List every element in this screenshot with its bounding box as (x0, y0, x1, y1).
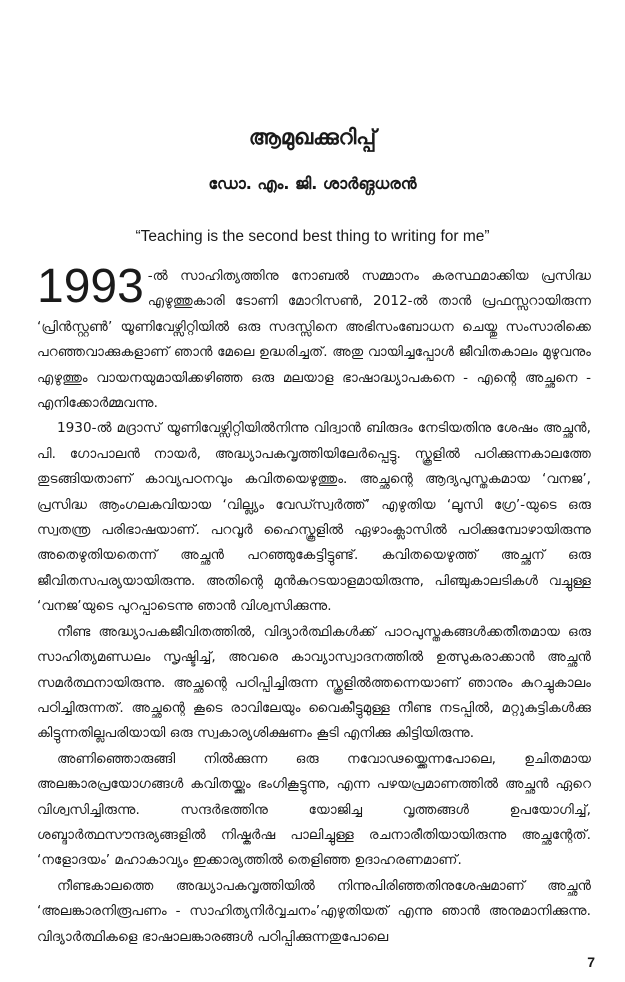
body-text (37, 260, 591, 950)
paragraph-3: നീണ്ട അദ്ധ്യാപകജീവിതത്തിൽ, വിദ്യാർത്ഥികൾക്ക് പാഠപുസ്തകങ്ങൾക്കതീതമായ ഒരു സാഹിത്യമണ്ഡലം സൃഷ്ടിച്ച്, അവരെ കാവ്യാസ്വാദനത്തിൽ ഉത്സുകരാക്കാൻ അച്ഛൻ സമർത്ഥനായിരുന്നു. അച്ഛന്റെ പഠിപ്പിച്ചിരുന്ന സ്കൂളിൽത്തന്നെയാണ് ഞാനും കുറച്ചുകാലം പഠിച്ചിരുന്നത്. അച്ഛന്റെ കൂടെ രാവിലേയും വൈകീട്ടുമുള്ള നീണ്ട നടപ്പിൽ, മറ്റുകുട്ടികൾക്കു കിട്ടുന്നതില്ലപരിയായി ഒരു സ്വകാര്യശിക്ഷണം കൂടി എനിക്കു കിട്ടിയിരുന്നു. (37, 623, 591, 742)
paragraph-4: അണിഞ്ഞൊരുങ്ങി നിൽക്കുന്ന ഒരു നവോഢയ്ക്കെന്നപോലെ, ഉചിതമായ അലങ്കാരപ്രയോഗങ്ങൾ കവിതയ്ക്കും ഭംഗികൂട്ടുന്നു, എന്ന പഴയപ്രമാണത്തിൽ അച്ഛൻ ഏറെ വിശ്വസിച്ചിരുന്നു. സന്ദർഭത്തിനു യോജിച്ച വൃത്തങ്ങൾ ഉപയോഗിച്ച്, ശബ്ദാർത്ഥസൗന്ദര്യങ്ങളിൽ നിഷ്കർഷ പാലിച്ചുള്ള രചനാരീതിയായിരുന്നു അച്ഛന്റേത്. ‘നളോദയം’ മഹാകാവ്യം ഇക്കാര്യത്തിൽ തെളിഞ്ഞ ഉദാഹരണമാണ്. (37, 750, 591, 869)
epigraph-quote: “Teaching is the second best thing to writing for me” (135, 228, 490, 245)
page-number: 7 (587, 954, 595, 970)
paragraph-5: നീണ്ടകാലത്തെ അദ്ധ്യാപകവൃത്തിയിൽ നിന്നുപിരിഞ്ഞതിനുശേഷമാണ് അച്ഛൻ ‘അലങ്കാരനിരൂപണം - സാഹിത്യനിർവ്വചനം’എഴുതിയത് എന്നു ഞാൻ അനുമാനിക്കുന്നു. വിദ്യാർത്ഥികളെ ഭാഷാലങ്കാരങ്ങൾ പഠിപ്പിക്കുന്നതുപോലെ (37, 877, 591, 945)
paragraph-1-text: -ൽ സാഹിത്യത്തിനു നോബൽ സമ്മാനം കരസ്ഥമാക്കിയ പ്രസിദ്ധ എഴുത്തുകാരി ടോണി മോറിസൺ, 2012-ൽ താൻ പ്രഫസ്സറായിരുന്ന ‘പ്രിൻസ്റ്റൺ’ യൂണിവേഴ്സിറ്റിയിൽ ഒരു സദസ്സിനെ അഭിസംബോധന ചെയ്തു സംസാരിക്കെ പറഞ്ഞവാക്കുകളാണ് ഞാൻ മേലെ ഉദ്ധരിച്ചത്. അതു വായിച്ചപ്പോൾ ജീവിതകാലം മുഴുവനും എഴുത്തും വായനയുമായിക്കഴിഞ്ഞ ഒരു മലയാള ഭാഷാദ്ധ്യാപകനെ - എന്റെ അച്ഛനെ - എനിക്കോർമ്മവന്നു. (37, 268, 591, 412)
paragraph-1 (37, 260, 591, 416)
drop-cap-year: 1993 (37, 260, 144, 313)
chapter-title: ആമുഖക്കുറിപ്പ് (248, 125, 377, 149)
paragraph-2: 1930-ൽ മദ്രാസ് യൂണിവേഴ്സിറ്റിയിൽനിന്നു വിദ്വാൻ ബിരുദം നേടിയതിനു ശേഷം അച്ഛൻ, പി. ഗോപാലൻ നായർ, അദ്ധ്യാപകവൃത്തിയിലേർപ്പെട്ടു. സ്കൂളിൽ പഠിക്കുന്നകാലത്തേ തുടങ്ങിയതാണ് കാവ്യപഠനവും കവിതയെഴുത്തും. അച്ഛന്റെ ആദ്യപുസ്തകമായ ‘വനജ’, പ്രസിദ്ധ ആംഗലകവിയായ ‘വില്ല്യം വേഡ്സ്വർത്ത്’ എഴുതിയ ‘ലൂസി ഗ്രേ’-യുടെ ഒരു സ്വതന്ത്ര പരിഭാഷയാണ്. പറവൂർ ഹൈസ്കൂളിൽ ഏഴാംക്ലാസിൽ പഠിക്കുമ്പോഴായിരുന്നു അതെഴുതിയതെന്ന് അച്ഛൻ പറഞ്ഞുകേട്ടിട്ടുണ്ട്. കവിതയെഴുത്ത് അച്ഛന് ഒരു ജീവിതസപര്യയായിരുന്നു. അതിന്റെ മുൻകുറടയാളമായിരുന്നു, പിഞ്ചുകാലടികൾ വച്ചുള്ള ‘വനജ’യുടെ പുറപ്പാടെന്നു ഞാൻ വിശ്വസിക്കുന്നു. (37, 420, 591, 615)
author-name: ഡോ. എം. ജി. ശാർങ്ഗധരൻ (208, 174, 417, 193)
